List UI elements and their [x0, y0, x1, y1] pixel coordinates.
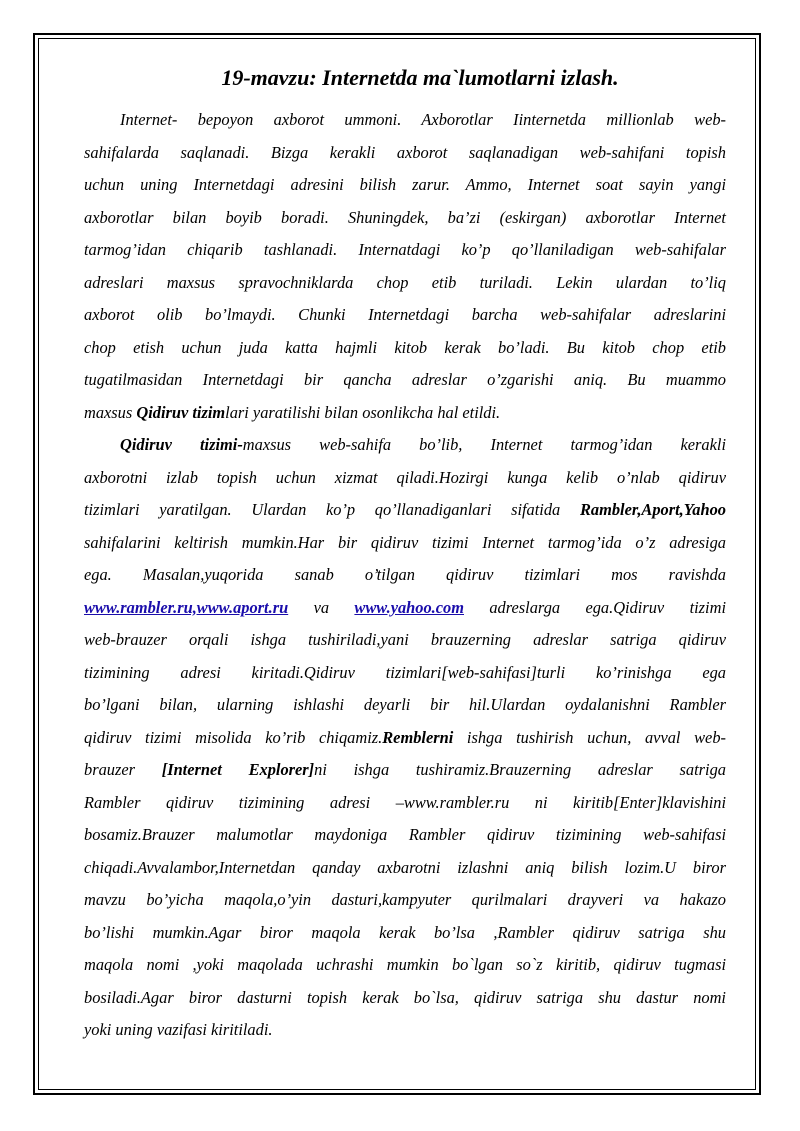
text-fragment: lari yaratilishi bilan osonlikcha hal etildi. [225, 402, 501, 422]
text-line [84, 722, 726, 755]
text-line: sahifalarini keltirish mumkin.Har bir qidiruv tizimi Internet tarmog’ida o’z adresiga [84, 532, 726, 552]
text-fragment: ishga tushirish uchun, avval web- [453, 727, 726, 747]
text-line: yoki uning vazifasi kiritiladi. [84, 1020, 273, 1039]
text-fragment: va [288, 597, 355, 617]
text-line: bo’lgani bilan, ularning ishlashi deyarli bir hil.Ulardan oydalanishni Rambler [84, 695, 726, 714]
text-line: axborotlar bilan boyib boradi. Shuningdek, ba’zi (eskirgan) axborotlar Internet [84, 207, 726, 227]
text-line [84, 494, 726, 527]
page-title: 19-mavzu: Internetda ma`lumotlarni izlash. [221, 65, 619, 90]
text-line [84, 592, 726, 625]
text-line: bosiladi.Agar biror dasturni topish kerak bo`lsa, qidiruv satriga shu dastur nomi [84, 987, 726, 1007]
text-fragment: ni ishga tushiramiz.Brauzerning adreslar satriga [314, 760, 726, 779]
text-fragment: brauzer [84, 760, 162, 779]
text-line: bosamiz.Brauzer malumotlar maydoniga Rambler qidiruv tizimining web-sahifasi [84, 825, 726, 844]
text-line: Rambler qidiruv tizimining adresi –www.rambler.ru ni kiritib[Enter]klavishini [84, 792, 726, 812]
text-line: ega. Masalan,yuqorida sanab o’tilgan qidiruv tizimlari mos ravishda [84, 565, 726, 584]
text-line: adreslari maxsus spravochniklarda chop etib turiladi. Lekin ulardan to’liq [84, 272, 726, 292]
text-fragment: maxsus web-sahifa bo’lib, Internet tarmog’idan kerakli [242, 435, 726, 454]
text-line: maqola nomi ,yoki maqolada uchrashi mumkin bo`lgan so`z kiritib, qidiruv tugmasi [84, 955, 726, 974]
text-line: Internet- bepoyon axborot ummoni. Axborotlar Iinternetda millionlab web- [120, 110, 726, 129]
text-fragment: maxsus [84, 402, 137, 422]
text-line: mavzu bo’yicha maqola,o’yin dasturi,kampyuter qurilmalari drayveri va hakazo [84, 890, 726, 909]
bold-term: Remblerni [382, 727, 454, 747]
paragraph-2 [84, 429, 726, 1047]
text-line: tarmog’idan chiqarib tashlanadi. Internatdagi ko’p qo’llaniladigan web-sahifalar [84, 240, 726, 259]
text-line: tugatilmasidan Internetdagi bir qancha adreslar o’zgarishi aniq. Bu muammo [84, 370, 726, 389]
text-fragment: tizimlari yaratilgan. Ulardan ko’p qo’llanadiganlari sifatida [84, 500, 580, 519]
paragraph-1 [84, 104, 726, 429]
bold-term: Rambler,Aport,Yahoo [579, 500, 726, 519]
text-line: axborotni izlab topish uchun xizmat qiladi.Hozirgi kunga kelib o’nlab qidiruv [84, 467, 726, 487]
yahoo-link[interactable]: www.yahoo.com [354, 597, 464, 617]
text-line [84, 397, 726, 430]
rambler-aport-link[interactable]: www.rambler.ru,www.aport.ru [84, 597, 289, 617]
text-fragment: qidiruv tizimi misolida ko’rib chiqamiz. [84, 727, 383, 747]
text-line: sahifalarda saqlanadi. Bizga kerakli axborot saqlanadigan web-sahifani topish [84, 142, 726, 162]
text-line [84, 429, 726, 462]
text-fragment: adreslarga ega.Qidiruv tizimi [464, 597, 726, 617]
bold-term: Qidiruv tizimi- [120, 435, 243, 454]
text-line: chiqadi.Avvalambor,Internetdan qanday axbarotni izlashni aniq bilish lozim.U biror [84, 857, 726, 877]
text-line: tizimining adresi kiritadi.Qidiruv tizimlari[web-sahifasi]turli ko’rinishga ega [84, 662, 726, 682]
text-line: web-brauzer orqali ishga tushiriladi,yani brauzerning adreslar satriga qidiruv [84, 630, 726, 649]
text-line: bo’lishi mumkin.Agar biror maqola kerak bo’lsa ,Rambler qidiruv satriga shu [84, 922, 726, 942]
document-body [84, 60, 726, 1047]
bold-term: [Internet Explorer] [161, 760, 315, 779]
text-line: chop etish uchun juda katta hajmli kitob kerak bo’ladi. Bu kitob chop etib [84, 337, 726, 357]
text-line: uchun uning Internetdagi adresini bilish zarur. Ammo, Internet soat sayin yangi [84, 175, 726, 194]
bold-term: Qidiruv tizim [136, 402, 226, 422]
text-line [84, 754, 726, 787]
text-line: axborot olib bo’lmaydi. Chunki Internetdagi barcha web-sahifalar adreslarini [84, 305, 726, 324]
